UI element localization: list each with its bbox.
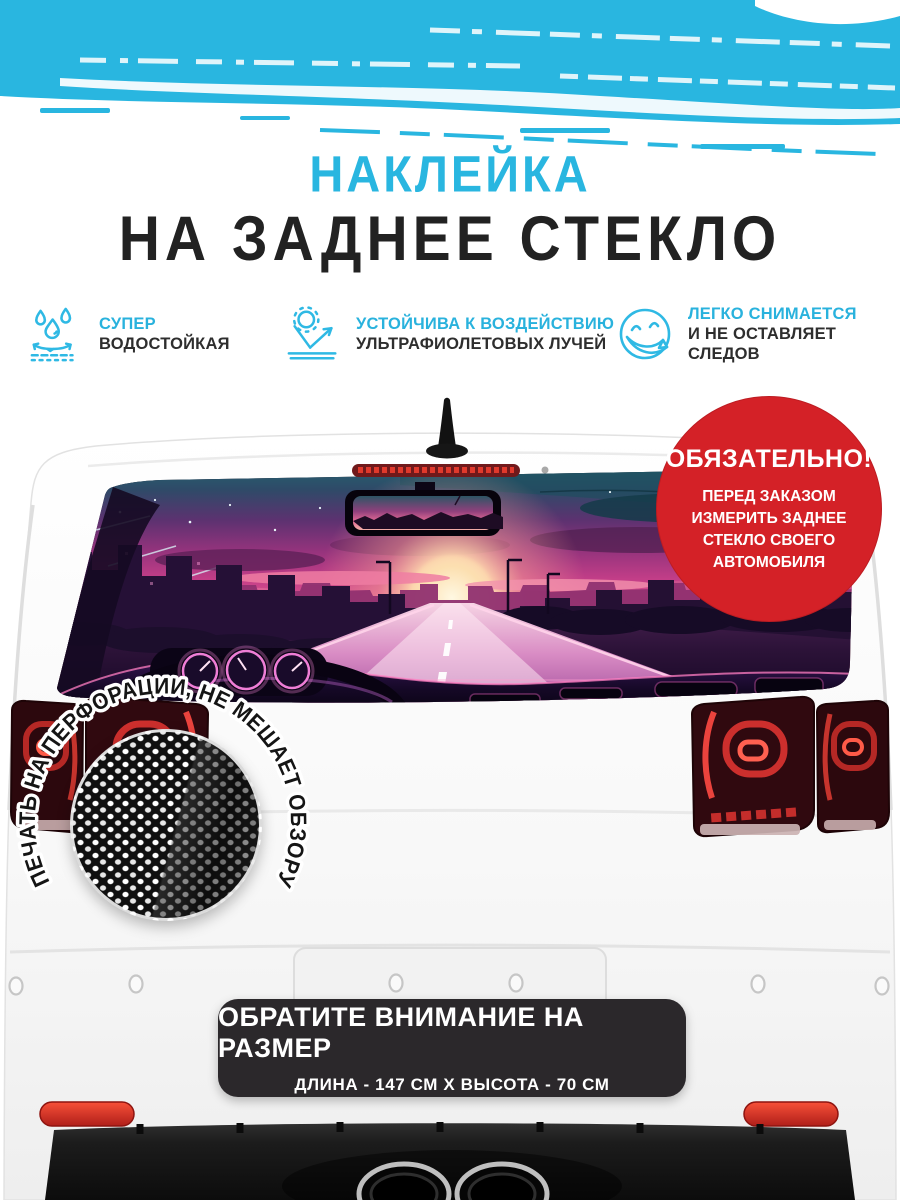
antenna [426, 398, 468, 459]
reflector-right [744, 1102, 838, 1126]
svg-text:ПЕЧАТЬ НА ПЕРФОРАЦИИ, НЕ МЕШАЕ [15, 674, 311, 892]
perforation-note-text: ПЕЧАТЬ НА ПЕРФОРАЦИИ, НЕ МЕШАЕТ ОБЗОРУ [14, 673, 311, 893]
feature-subtitle: ВОДОСТОЙКАЯ [99, 335, 230, 353]
brush-stroke-banner [0, 0, 900, 158]
water-drops-icon [28, 304, 86, 366]
warning-badge [656, 396, 882, 622]
size-note-dimensions: ДЛИНА - 147 СМ Х ВЫСОТА - 70 СМ [294, 1074, 610, 1094]
warning-badge-line: СТЕКЛО СВОЕГО [702, 531, 836, 549]
uv-protection-icon [285, 304, 343, 366]
size-note [218, 999, 686, 1097]
warning-badge-line: АВТОМОБИЛЯ [712, 553, 826, 571]
warning-badge-title: ОБЯЗАТЕЛЬНО! [665, 444, 873, 473]
feature-uv-resistant [285, 302, 614, 368]
feature-title: ЛЕГКО СНИМАЕТСЯ [688, 305, 857, 324]
page-subtitle: НА ЗАДНЕЕ СТЕКЛО [118, 203, 782, 275]
size-note-title: ОБРАТИТЕ ВНИМАНИЕ НА РАЗМЕР [218, 1001, 584, 1063]
perforation-note [8, 660, 328, 990]
feature-subtitle: И НЕ ОСТАВЛЯЕТ СЛЕДОВ [688, 325, 837, 363]
feature-easy-removal [615, 302, 900, 368]
taillight-right [692, 697, 889, 836]
page-title: НАКЛЕЙКА [309, 144, 591, 203]
feature-waterproof [28, 302, 230, 368]
warning-badge-line: ИЗМЕРИТЬ ЗАДНЕЕ [691, 509, 847, 527]
feature-subtitle: УЛЬТРАФИОЛЕТОВЫХ ЛУЧЕЙ [356, 335, 607, 353]
rearview-mirror [345, 482, 503, 536]
warning-badge-line: ПЕРЕД ЗАКАЗОМ [702, 487, 836, 505]
reflector-left [40, 1102, 134, 1126]
feature-title: УСТОЙЧИВА К ВОЗДЕЙСТВИЮ [356, 315, 615, 334]
feature-title: СУПЕР [99, 315, 156, 334]
easy-removal-icon [615, 304, 675, 366]
rear-diffuser [45, 1122, 855, 1200]
